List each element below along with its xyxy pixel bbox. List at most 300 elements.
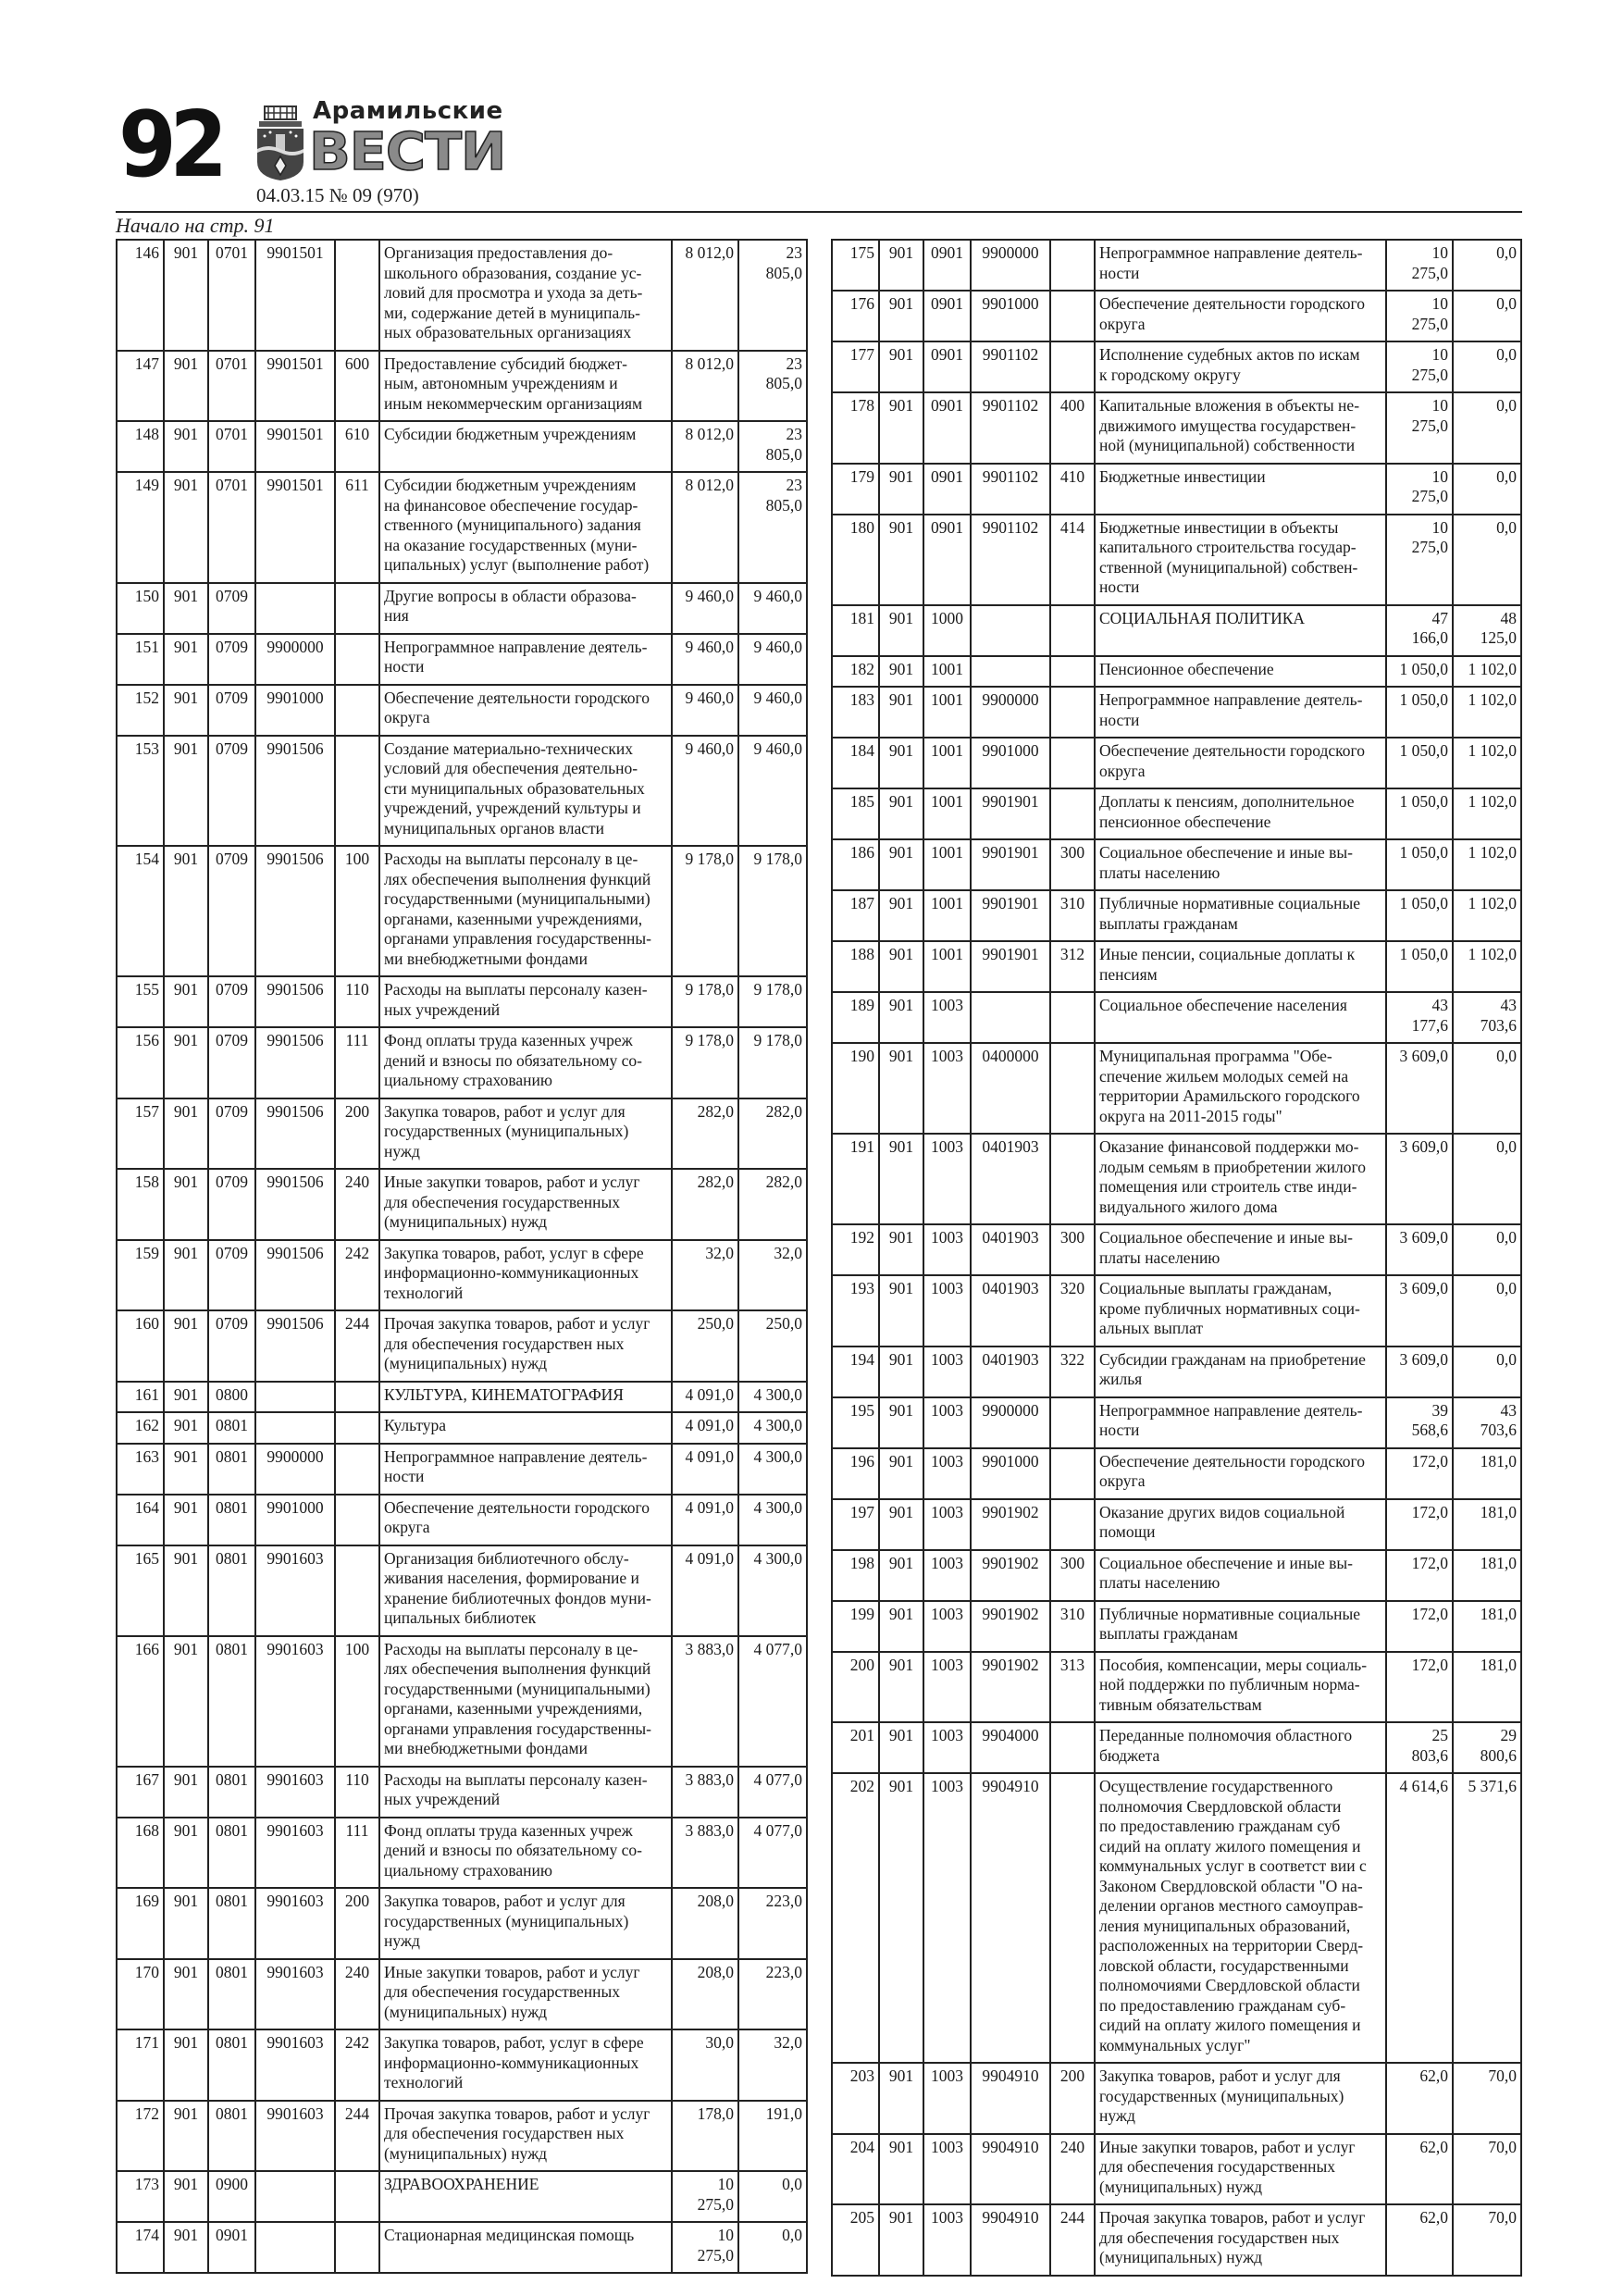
section-code-cell: 0801 [208,2029,255,2101]
amount-2016-cell: 9 178,0 [672,1027,738,1098]
ministry-code-cell: 901 [164,1240,208,1311]
amount-2017-cell: 4 077,0 [738,1636,807,1767]
table-row [117,472,807,583]
amount-2016-cell: 10 275,0 [1386,240,1453,291]
row-number-cell: 181 [832,605,879,656]
expense-type-code-cell [1050,738,1095,788]
ministry-code-cell: 901 [879,941,923,992]
amount-2016-cell: 172,0 [1386,1550,1453,1601]
description-cell: Закупка товаров, работ, услуг в сфере информационно-коммуникационных технологий [379,2029,672,2101]
section-code-cell: 1001 [923,941,971,992]
brand-name-main: ВЕСТИ [309,122,506,182]
table-row [832,1134,1521,1224]
amount-2016-cell: 3 609,0 [1386,1134,1453,1224]
table-row [832,2063,1521,2134]
row-number-cell: 170 [117,1959,164,2030]
amount-2017-cell: 250,0 [738,1310,807,1382]
description-cell: Социальное обеспечение и иные вы- платы населению [1095,839,1386,890]
section-code-cell: 1000 [923,605,971,656]
row-number-cell: 190 [832,1043,879,1134]
description-cell: Публичные нормативные социальные выплаты гражданам [1095,890,1386,941]
expense-type-code-cell [335,685,379,736]
ministry-code-cell: 901 [164,846,208,976]
expense-type-code-cell: 244 [335,2101,379,2172]
amount-2016-cell: 172,0 [1386,1499,1453,1550]
description-cell: Обеспечение деятельности городского округа [1095,291,1386,341]
amount-2017-cell: 1 102,0 [1453,687,1521,738]
description-cell: Прочая закупка товаров, работ и услуг для обеспечения государствен ных (муниципальных) нужд [379,2101,672,2172]
expense-type-code-cell [1050,1397,1095,1448]
amount-2016-cell: 10 275,0 [1386,515,1453,605]
table-row [832,656,1521,688]
expense-type-code-cell [1050,1043,1095,1134]
amount-2016-cell: 178,0 [672,2101,738,2172]
description-cell: Организация предоставления до- школьного образования, создание ус- ловий для просмотра и ухода за деть- ми, содержание детей в муниципаль- ных образовательных организациях [379,240,672,351]
description-cell: Стационарная медицинская помощь [379,2222,672,2273]
table-row [832,341,1521,392]
amount-2017-cell: 282,0 [738,1098,807,1170]
expense-type-code-cell: 100 [335,846,379,976]
row-number-cell: 147 [117,351,164,422]
ministry-code-cell: 901 [164,2101,208,2172]
section-code-cell: 0801 [208,1545,255,1636]
amount-2017-cell: 70,0 [1453,2063,1521,2134]
description-cell: Культура [379,1412,672,1444]
amount-2016-cell: 3 609,0 [1386,1224,1453,1275]
expense-type-code-cell: 410 [1050,464,1095,515]
row-number-cell: 189 [832,992,879,1043]
expense-type-code-cell: 110 [335,976,379,1027]
target-article-code-cell: 9900000 [971,1397,1050,1448]
amount-2017-cell: 43 703,6 [1453,992,1521,1043]
amount-2017-cell: 23 805,0 [738,472,807,583]
amount-2017-cell: 9 460,0 [738,634,807,685]
row-number-cell: 197 [832,1499,879,1550]
description-cell: Фонд оплаты труда казенных учреж дений и взносы по обязательному со- циальному страхованию [379,1027,672,1098]
section-code-cell: 1003 [923,1134,971,1224]
amount-2016-cell: 30,0 [672,2029,738,2101]
row-number-cell: 201 [832,1722,879,1773]
row-number-cell: 178 [832,392,879,464]
target-article-code-cell: 9901506 [255,1240,335,1311]
row-number-cell: 171 [117,2029,164,2101]
description-cell: Субсидии бюджетным учреждениям на финансовое обеспечение государ- ственного (муниципального) задания на оказание государственных (муни- ципальных) услуг (выполнение работ) [379,472,672,583]
amount-2016-cell: 62,0 [1386,2063,1453,2134]
amount-2017-cell: 1 102,0 [1453,788,1521,839]
row-number-cell: 165 [117,1545,164,1636]
target-article-code-cell: 9901506 [255,846,335,976]
target-article-code-cell: 9900000 [971,240,1050,291]
ministry-code-cell: 901 [879,1773,923,2063]
continued-from-note: Начало на стр. 91 [116,214,275,237]
table-row [117,583,807,634]
table-row [117,1169,807,1240]
expense-type-code-cell [335,240,379,351]
section-code-cell: 0901 [923,341,971,392]
section-code-cell: 0901 [923,464,971,515]
amount-2017-cell: 223,0 [738,1959,807,2030]
description-cell: Пенсионное обеспечение [1095,656,1386,688]
row-number-cell: 150 [117,583,164,634]
amount-2017-cell: 282,0 [738,1169,807,1240]
amount-2016-cell: 208,0 [672,1888,738,1959]
section-code-cell: 1003 [923,1043,971,1134]
section-code-cell: 0901 [923,291,971,341]
expense-type-code-cell: 100 [335,1636,379,1767]
amount-2016-cell: 62,0 [1386,2204,1453,2276]
expense-type-code-cell [1050,1499,1095,1550]
amount-2017-cell: 9 460,0 [738,736,807,847]
description-cell: Обеспечение деятельности городского округа [1095,1448,1386,1499]
ministry-code-cell: 901 [164,1888,208,1959]
expense-type-code-cell [1050,687,1095,738]
amount-2016-cell: 1 050,0 [1386,839,1453,890]
section-code-cell: 1003 [923,1652,971,1723]
row-number-cell: 184 [832,738,879,788]
amount-2017-cell: 0,0 [1453,1043,1521,1134]
amount-2017-cell: 181,0 [1453,1601,1521,1652]
amount-2016-cell: 9 178,0 [672,846,738,976]
expense-type-code-cell [335,1495,379,1545]
description-cell: Обеспечение деятельности городского округа [379,1495,672,1545]
expense-type-code-cell [335,1412,379,1444]
section-code-cell: 1003 [923,1499,971,1550]
expense-type-code-cell [335,1382,379,1413]
amount-2016-cell: 4 614,6 [1386,1773,1453,2063]
description-cell: Расходы на выплаты персоналу казен- ных учреждений [379,1767,672,1818]
row-number-cell: 175 [832,240,879,291]
target-article-code-cell: 9901902 [971,1601,1050,1652]
expense-type-code-cell: 322 [1050,1347,1095,1397]
ministry-code-cell: 901 [879,240,923,291]
amount-2016-cell: 10 275,0 [672,2171,738,2222]
target-article-code-cell: 9901000 [255,685,335,736]
target-article-code-cell: 9901102 [971,464,1050,515]
expense-type-code-cell [1050,656,1095,688]
expense-type-code-cell [1050,1773,1095,2063]
ministry-code-cell: 901 [879,1550,923,1601]
ministry-code-cell: 901 [164,2171,208,2222]
amount-2017-cell: 4 300,0 [738,1495,807,1545]
amount-2016-cell: 8 012,0 [672,472,738,583]
table-row [832,1601,1521,1652]
section-code-cell: 0801 [208,1767,255,1818]
row-number-cell: 156 [117,1027,164,1098]
amount-2017-cell: 4 077,0 [738,1767,807,1818]
row-number-cell: 198 [832,1550,879,1601]
budget-table-right [831,239,1522,2277]
expense-type-code-cell: 110 [335,1767,379,1818]
expense-type-code-cell [335,736,379,847]
section-code-cell: 0801 [208,1412,255,1444]
amount-2017-cell: 0,0 [1453,1134,1521,1224]
row-number-cell: 159 [117,1240,164,1311]
table-row [832,1043,1521,1134]
ministry-code-cell: 901 [879,839,923,890]
ministry-code-cell: 901 [879,2204,923,2276]
table-row [832,291,1521,341]
expense-type-code-cell: 242 [335,1240,379,1311]
section-code-cell: 1003 [923,1550,971,1601]
row-number-cell: 193 [832,1275,879,1347]
description-cell: Публичные нормативные социальные выплаты гражданам [1095,1601,1386,1652]
section-code-cell: 0701 [208,421,255,472]
section-code-cell: 0901 [923,240,971,291]
section-code-cell: 0709 [208,1098,255,1170]
row-number-cell: 185 [832,788,879,839]
amount-2017-cell: 9 460,0 [738,583,807,634]
section-code-cell: 1003 [923,1224,971,1275]
section-code-cell: 0709 [208,583,255,634]
row-number-cell: 153 [117,736,164,847]
row-number-cell: 203 [832,2063,879,2134]
amount-2016-cell: 4 091,0 [672,1382,738,1413]
expense-type-code-cell: 400 [1050,392,1095,464]
expense-type-code-cell: 310 [1050,1601,1095,1652]
expense-type-code-cell: 312 [1050,941,1095,992]
section-code-cell: 0709 [208,846,255,976]
amount-2017-cell: 0,0 [1453,515,1521,605]
ministry-code-cell: 901 [879,1722,923,1773]
row-number-cell: 169 [117,1888,164,1959]
amount-2016-cell: 172,0 [1386,1448,1453,1499]
target-article-code-cell: 9901102 [971,341,1050,392]
amount-2016-cell: 1 050,0 [1386,656,1453,688]
description-cell: Осуществление государственного полномочия Свердловской области по предоставлению гражданам суб сидий на оплату жилого помещения и коммунальных услуг в соответст вии с Законом Свердловской области "О на- делении органов местного самоуправ- ления муниципальных образований, расположенных на территории Сверд- ловской области, государственными полномочиями Свердловской области по предоставлению гражданам суб- сидий на оплату жилого помещения и коммунальных услуг" [1095,1773,1386,2063]
section-code-cell: 1001 [923,656,971,688]
amount-2016-cell: 282,0 [672,1098,738,1170]
amount-2017-cell: 0,0 [1453,1275,1521,1347]
target-article-code-cell: 9901603 [255,1767,335,1818]
ministry-code-cell: 901 [879,1652,923,1723]
ministry-code-cell: 901 [879,738,923,788]
description-cell: Непрограммное направление деятель- ности [1095,687,1386,738]
expense-type-code-cell [1050,1722,1095,1773]
amount-2016-cell: 62,0 [1386,2134,1453,2205]
expense-type-code-cell: 200 [1050,2063,1095,2134]
table-row [832,1397,1521,1448]
row-number-cell: 182 [832,656,879,688]
ministry-code-cell: 901 [164,1767,208,1818]
table-row [832,1448,1521,1499]
row-number-cell: 149 [117,472,164,583]
ministry-code-cell: 901 [879,1347,923,1397]
row-number-cell: 186 [832,839,879,890]
amount-2017-cell: 4 300,0 [738,1412,807,1444]
amount-2016-cell: 1 050,0 [1386,738,1453,788]
table-row [832,788,1521,839]
amount-2016-cell: 1 050,0 [1386,788,1453,839]
brand-name-top: Арамильские [313,97,503,125]
ministry-code-cell: 901 [164,1444,208,1495]
section-code-cell: 0801 [208,1444,255,1495]
section-code-cell: 1003 [923,1601,971,1652]
description-cell: Фонд оплаты труда казенных учреж дений и взносы по обязательному со- циальному страхованию [379,1818,672,1889]
expense-type-code-cell: 313 [1050,1652,1095,1723]
header-divider [116,211,1522,213]
section-code-cell: 1003 [923,1347,971,1397]
expense-type-code-cell: 244 [335,1310,379,1382]
expense-type-code-cell: 242 [335,2029,379,2101]
expense-type-code-cell: 240 [1050,2134,1095,2205]
description-cell: Иные закупки товаров, работ и услуг для обеспечения государственных (муниципальных) нужд [1095,2134,1386,2205]
section-code-cell: 1001 [923,890,971,941]
ministry-code-cell: 901 [879,1134,923,1224]
table-row [117,736,807,847]
target-article-code-cell: 9901603 [255,1959,335,2030]
description-cell: Закупка товаров, работ и услуг для государственных (муниципальных) нужд [379,1888,672,1959]
table-row [117,1098,807,1170]
description-cell: Капитальные вложения в объекты не- движимого имущества государствен- ной (муниципальной) собственности [1095,392,1386,464]
ministry-code-cell: 901 [879,656,923,688]
amount-2016-cell: 4 091,0 [672,1545,738,1636]
table-row [117,634,807,685]
ministry-code-cell: 901 [164,1636,208,1767]
row-number-cell: 195 [832,1397,879,1448]
description-cell: Субсидии бюджетным учреждениям [379,421,672,472]
amount-2016-cell: 282,0 [672,1169,738,1240]
section-code-cell: 1003 [923,2134,971,2205]
target-article-code-cell [255,583,335,634]
row-number-cell: 180 [832,515,879,605]
ministry-code-cell: 901 [879,605,923,656]
amount-2016-cell: 208,0 [672,1959,738,2030]
amount-2016-cell: 32,0 [672,1240,738,1311]
row-number-cell: 161 [117,1382,164,1413]
ministry-code-cell: 901 [879,1601,923,1652]
section-code-cell: 0801 [208,1818,255,1889]
table-row [832,687,1521,738]
ministry-code-cell: 901 [164,421,208,472]
ministry-code-cell: 901 [879,687,923,738]
target-article-code-cell: 9901506 [255,976,335,1027]
amount-2016-cell: 3 609,0 [1386,1275,1453,1347]
amount-2016-cell: 9 460,0 [672,736,738,847]
amount-2016-cell: 250,0 [672,1310,738,1382]
ministry-code-cell: 901 [164,1382,208,1413]
amount-2017-cell: 9 178,0 [738,1027,807,1098]
ministry-code-cell: 901 [879,1499,923,1550]
amount-2017-cell: 223,0 [738,1888,807,1959]
row-number-cell: 205 [832,2204,879,2276]
row-number-cell: 191 [832,1134,879,1224]
amount-2017-cell: 9 178,0 [738,846,807,976]
expense-type-code-cell: 300 [1050,1550,1095,1601]
table-row [117,1240,807,1311]
table-row [117,1818,807,1889]
description-cell: Расходы на выплаты персоналу в це- лях обеспечения выполнения функций государственными (муниципальными) органами, казенными учреждениями, органами управления государственны- ми внебюджетными фондами [379,846,672,976]
expense-type-code-cell: 244 [1050,2204,1095,2276]
target-article-code-cell [255,1412,335,1444]
table-row [117,1767,807,1818]
table-row [117,976,807,1027]
amount-2017-cell: 0,0 [738,2222,807,2273]
row-number-cell: 183 [832,687,879,738]
description-cell: ЗДРАВООХРАНЕНИЕ [379,2171,672,2222]
row-number-cell: 174 [117,2222,164,2273]
section-code-cell: 1003 [923,2204,971,2276]
section-code-cell: 0709 [208,976,255,1027]
table-row [117,1888,807,1959]
issue-date-number: 04.03.15 № 09 (970) [256,184,419,206]
amount-2016-cell: 9 460,0 [672,685,738,736]
ministry-code-cell: 901 [164,583,208,634]
ministry-code-cell: 901 [879,291,923,341]
section-code-cell: 1001 [923,788,971,839]
row-number-cell: 192 [832,1224,879,1275]
table-row [832,1722,1521,1773]
amount-2016-cell: 8 012,0 [672,421,738,472]
target-article-code-cell: 0401903 [971,1347,1050,1397]
amount-2017-cell: 1 102,0 [1453,738,1521,788]
description-cell: Непрограммное направление деятель- ности [1095,1397,1386,1448]
section-code-cell: 1001 [923,738,971,788]
target-article-code-cell: 9901901 [971,890,1050,941]
row-number-cell: 148 [117,421,164,472]
table-row [832,1773,1521,2063]
target-article-code-cell: 9901501 [255,421,335,472]
row-number-cell: 172 [117,2101,164,2172]
description-cell: Муниципальная программа "Обе- спечение жильем молодых семей на территории Арамильского городского округа на 2011-2015 годы" [1095,1043,1386,1134]
amount-2017-cell: 23 805,0 [738,421,807,472]
table-row [832,1224,1521,1275]
expense-type-code-cell [335,2222,379,2273]
section-code-cell: 0701 [208,240,255,351]
expense-type-code-cell: 200 [335,1888,379,1959]
amount-2016-cell: 47 166,0 [1386,605,1453,656]
section-code-cell: 0801 [208,1636,255,1767]
row-number-cell: 199 [832,1601,879,1652]
section-code-cell: 0901 [923,392,971,464]
amount-2016-cell: 1 050,0 [1386,890,1453,941]
description-cell: Закупка товаров, работ и услуг для государственных (муниципальных) нужд [1095,2063,1386,2134]
amount-2017-cell: 0,0 [1453,1347,1521,1397]
amount-2016-cell: 10 275,0 [1386,291,1453,341]
target-article-code-cell: 9901901 [971,941,1050,992]
description-cell: Бюджетные инвестиции [1095,464,1386,515]
description-cell: Обеспечение деятельности городского округа [379,685,672,736]
table-row [832,941,1521,992]
description-cell: Субсидии гражданам на приобретение жилья [1095,1347,1386,1397]
table-row [117,1495,807,1545]
amount-2017-cell: 4 077,0 [738,1818,807,1889]
description-cell: Другие вопросы в области образова- ния [379,583,672,634]
amount-2017-cell: 1 102,0 [1453,890,1521,941]
table-row [832,890,1521,941]
section-code-cell: 1003 [923,1722,971,1773]
section-code-cell: 0709 [208,634,255,685]
table-row [832,2204,1521,2276]
target-article-code-cell: 9904910 [971,2204,1050,2276]
amount-2017-cell: 5 371,6 [1453,1773,1521,2063]
description-cell: Расходы на выплаты персоналу в це- лях обеспечения выполнения функций государственными (муниципальными) органами, казенными учреждениями, органами управления государственны- ми внебюджетными фондами [379,1636,672,1767]
expense-type-code-cell: 414 [1050,515,1095,605]
section-code-cell: 0900 [208,2171,255,2222]
ministry-code-cell: 901 [879,992,923,1043]
expense-type-code-cell: 611 [335,472,379,583]
ministry-code-cell: 901 [164,1545,208,1636]
ministry-code-cell: 901 [879,1275,923,1347]
table-row [832,1347,1521,1397]
expense-type-code-cell: 320 [1050,1275,1095,1347]
target-article-code-cell: 9901506 [255,1098,335,1170]
row-number-cell: 157 [117,1098,164,1170]
description-cell: Бюджетные инвестиции в объекты капитального строительства государ- ственной (муниципальной) собствен- ности [1095,515,1386,605]
amount-2016-cell: 3 883,0 [672,1767,738,1818]
table-row [117,2222,807,2273]
ministry-code-cell: 901 [164,472,208,583]
section-code-cell: 0801 [208,2101,255,2172]
